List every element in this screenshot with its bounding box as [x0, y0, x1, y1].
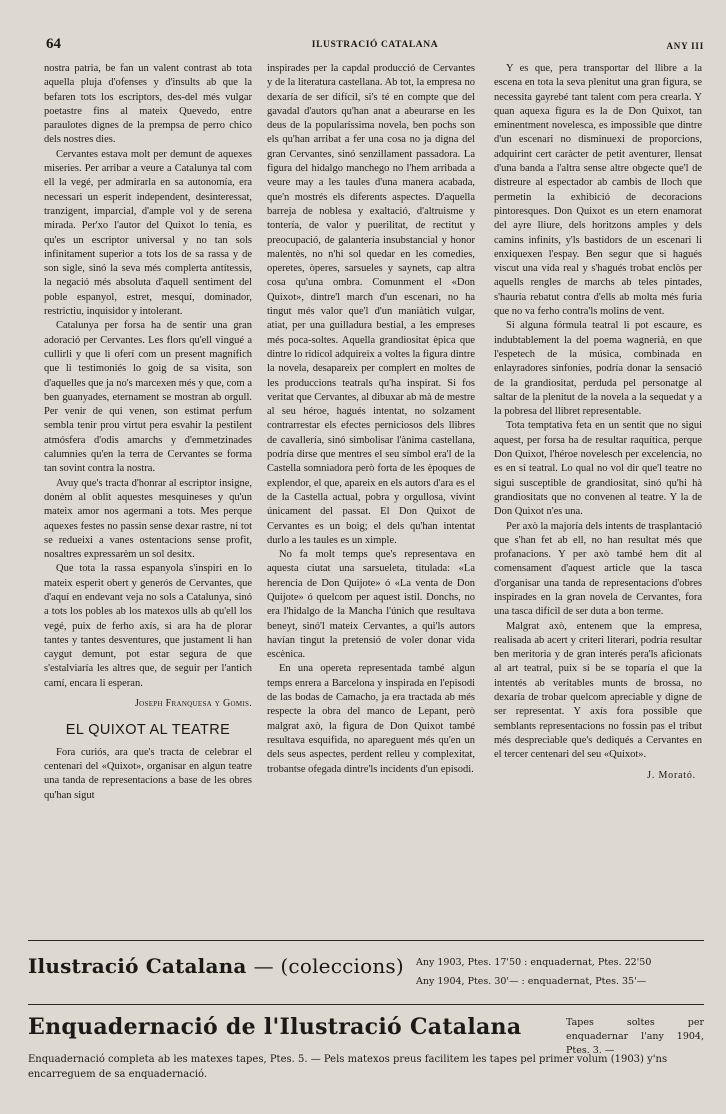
- paragraph: Y es que, pera transportar del llibre a la escena en tota la seva plenitut una gran figura, se necessita gayrebé tant talent com pera crearla. Y quan aquexa figura es la de Don Quixot, tan eminentment novelesca, es impossible que dintre d'un escenari no disminuexi de proporcions, adquirint cert caràcter de petit aventurer, llensat d'una banda a l'altra sense altre obgecte que'l de distreure al espectador ab cambis de lloch que permetin la exhibició de decoracions pintoresques. Don Quixot es un etern enamorat del ayre lliure, dels horitzons amples y dels camins infinits, y'ls bastidors de un escenari li enxiquexen l'espay. Ben segur que si hagués viscut una vida real y s'hagués trobat enclòs per aquells rengles de marchs ab teles pintades, s'hauría rebatut contra d'ells ab molta més furia que no va ferho contra'ls molins de vent.: [494, 63, 702, 318]
- collections-advert: [28, 948, 704, 996]
- paragraph: Per axò la majoría dels intents de trasplantació que s'han fet ab ell, no han resultat més que profanacions. Y per axò també hem dit al comensament d'aquest article que la tasca d'organisar una tanda de representacions d'obres inspirades en la gran novela de Cervantes, fora una tasca difícil de ser duta a bon terme.: [494, 520, 702, 618]
- paragraph: Si alguna fórmula teatral li pot escaure, es indubtablement la del poema wagnerià, en que l'espetech de la música, combinada en enlayradores sinfonies, podría donar la sensació de la grandiositat, perduda pel personatge al saltar de la plenitut de la novela a la sequedat y a la pobresa del llibret representable.: [494, 320, 702, 418]
- paragraph: Malgrat axò, entenem que la empresa, realisada ab acert y criteri literari, podría resultar ben meritoria y de gran interés pera'ls aficionats al art teatral, puix si be se toparía el que la intentés ab veritables munts de brossa, no dexaría de trobar quelcom apreciable y digne de ser representat. Y axís fora possible que semblants representacions no fossin pas el tribut més despreciable que's dediqués a Cervantes en el tercer centenari del seu «Quixot».: [494, 620, 702, 761]
- paragraph: Que tota la rassa espanyola s'inspiri en lo mateix esperit obert y generós de Cervantes, que d'aquí en endevant veja no sols a Catalunya, sinó a tots los pobles ab los matexos ulls ab qu'ell los vegé, puix de ferho axís, si ara ha de plorar tantes y tantes desventures, que justament li han caygut demunt, pot estar segura de que s'estalviaría les altres que, de seguir per l'antich camí, encara li esperan.: [44, 563, 252, 689]
- column-middle: [267, 62, 475, 932]
- volume-label: ANY III: [666, 41, 704, 51]
- advert-body: Enquadernació completa ab les matexes tapes, Ptes. 5. — Pels matexos preus facilitem les tapes pel primer volum (1903) y'ns encarreguem de sa enquadernació.: [28, 1054, 668, 1080]
- paragraph: Cervantes estava molt per demunt de aquexes miseries. Per arribar a veure a Catalunya tal com ell la vegé, per admirarla en sa autonomía, era necessari un esperit independent, desinteressat, tranzigent, imparcial, d'ample vol y de serena mirada. Per'xo l'autor del Quixot lo tenía, es qu'es un escriptor universal y no tan sols infinitament superior a tots los de sa rassa y de son sigle, sinó la seva més complerta antítessis, la negació més absoluta d'aquell sentiment del poble espanyol, estret, mesquí, dominador, restrictiu, inquisidor y intolerant.: [44, 148, 252, 318]
- page-number: 64: [46, 36, 61, 52]
- advert-title-sub: — (coleccions): [253, 954, 404, 978]
- price-line-1904: Any 1904, Ptes. 30'— : enquadernat, Ptes. 35'—: [416, 976, 647, 987]
- paragraph: Avuy que's tracta d'honrar al escriptor insigne, donèm al oblit aquestes mesquineses y qu'un mateix amor nos agermani a tots. Mes perque aquexes festes no passin sense dexar rastre, ni tot se redueixi a vanes ostentacions sense profit, nosaltres expressarèm un sol desitx.: [44, 477, 252, 561]
- article-title: EL QUIXOT AL TEATRE: [65, 722, 231, 739]
- paragraph: nostra patria, be fan un valent contrast ab tota aquella pluja d'ofenses y d'insults ab que la befaren tots los escriptors, des-del més vulgar poetastre fins al mateix Quevedo, entre paraulotes dignes de la prempsa de perro chico dels nostres dies.: [44, 63, 252, 146]
- running-header: [46, 38, 704, 56]
- divider-rule: [28, 1004, 704, 1005]
- advert-title: Enquadernació de l'Ilustració Catalana: [28, 1014, 522, 1040]
- author-signature: J. Morató.: [647, 769, 696, 781]
- divider-rule: [28, 940, 704, 941]
- advert-title-main: Ilustració Catalana: [28, 954, 247, 978]
- author-signature: Joseph Franquesa y Gomis.: [134, 698, 252, 710]
- column-right: [494, 62, 702, 932]
- paragraph: En una opereta representada també algun temps enrera a Barcelona y inspirada en l'episodi de las bodas de Camacho, ja era tractada ab més respecte la obra del manco de Lepant, però malgrat axò, la figura de Don Quixot també resultava esquifida, no apareguent més qu'en un dels seus aspectes, perdent relleu y complexitat, trobantse ofegada dintre'ls incidents d'un episodi.: [267, 663, 475, 775]
- paragraph: Catalunya per forsa ha de sentir una gran adoració per Cervantes. Les flors qu'ell vingué a cullirli y que li oferí com un present magnífich que li testimoniés lo goig de sa visita, son d'aquelles que ja no's marcexen més y que, com a ben guanyades, eternament se mostran ab orgull. Per venir de qui venen, son estimat perfum sembla tenir prou virtut pera esvahir la pestilent atmósfera d'odis amarchs y d'emmetzinades calumnies qu'en la terra de Cervantes se forma tan sovint contra la nostra.: [44, 320, 252, 475]
- advert-title: [28, 954, 404, 978]
- price-line-1903: Any 1903, Ptes. 17'50 : enquadernat, Ptes. 22'50: [416, 957, 652, 968]
- binding-advert: [28, 1012, 704, 1098]
- column-left: [44, 62, 252, 932]
- running-title: ILUSTRACIÓ CATALANA: [311, 40, 439, 50]
- advert-side-note: Tapes soltes per enquadernar l'any 1904, Ptes. 3. —: [566, 1017, 704, 1056]
- price-list: [416, 953, 651, 991]
- paragraph: Fora curiós, ara que's tracta de celebrar el centenari del «Quixot», organisar en algun teatre una tanda de representacions a base de les obres qu'han sigut: [44, 746, 252, 801]
- paragraph: Tota temptativa feta en un sentit que no sigui aquest, per forsa ha de resultar raquítica, perque Don Quixot, l'héroe novelesch per excelencia, no es en sí teatral. Lo qual no vol dir que'l teatre no sigui susceptible de grandiositat, sinó qu'hi hà grandiositats que no convenen al teatre. Y la de Don Quixot n'es una.: [494, 420, 702, 518]
- paragraph: No fa molt temps que's representava en aquesta ciutat una sarsueleta, titulada: «La herencia de Don Quijote» ó «La venta de Don Quijote» ó quelcom per aquest istil. Donchs, no era l'hidalgo de la Mancha l'únich que resultava beneyt, sinó'l mateix Cervantes, a qui'ls autors havían tingut la pretensió de voler donar vida escènica.: [267, 549, 475, 661]
- paragraph: inspirades per la capdal producció de Cervantes y de la literatura castellana. Ab tot, la empresa no dexaría de ser difícil, si's té en compte que del gavadal d'autors qu'han anat a abeurarse en les deus de la popularíssima novela, ben pochs son els qu'han arribat a fer una cosa no ja digna del gran Cervantes, sinó senzillament passadora. La figura del hidalgo manchego no l'hem arribada a veure may a les taules d'una manera acabada, que'n mostrés els diferents aspectes. D'aquella barreja de noblesa y exaltació, d'altruisme y tontería, de valor y puerilitat, de rectitut y preocupació, de galantería insubstancial y honor malentès, no n'hi sol quedar en les comedies, operetes, òperes, sarsueles y saynets, cap altra cosa qu'una ombra. Comunment el «Don Quixot», dintre'l march d'un escenari, no ha tingut més valor que'l d'un maniàtich vulgar, atiat, per una guilladura bestial, a les empreses més poca-soltes. Aquella grandiositat èpica que dintre lo ridícol adquireix a voltes la figura dintre la novela, desapareix per complert en moltes de les produccions teatrals qu'ha inspirat. Si fos veritat que Cervantes, al dibuxar ab mà de mestre al seu héroe, hagués intentat, no solzament contrarrestar els efectes perniciosos dels llibres de cavallería, sinó simbolisar l'ànima castellana, podría dirse que mentres el seu símbol era'l de la Castella somniadora però forta de les èpoques de explendor, el que, apareix en els autors d'ara es el de la Castella actual, pobra y orgullosa, vivint únicament del passat. El Don Quixot de Cervantes es un boig; el dels qu'han intentat durlo a les taules es un ximple.: [267, 63, 475, 546]
